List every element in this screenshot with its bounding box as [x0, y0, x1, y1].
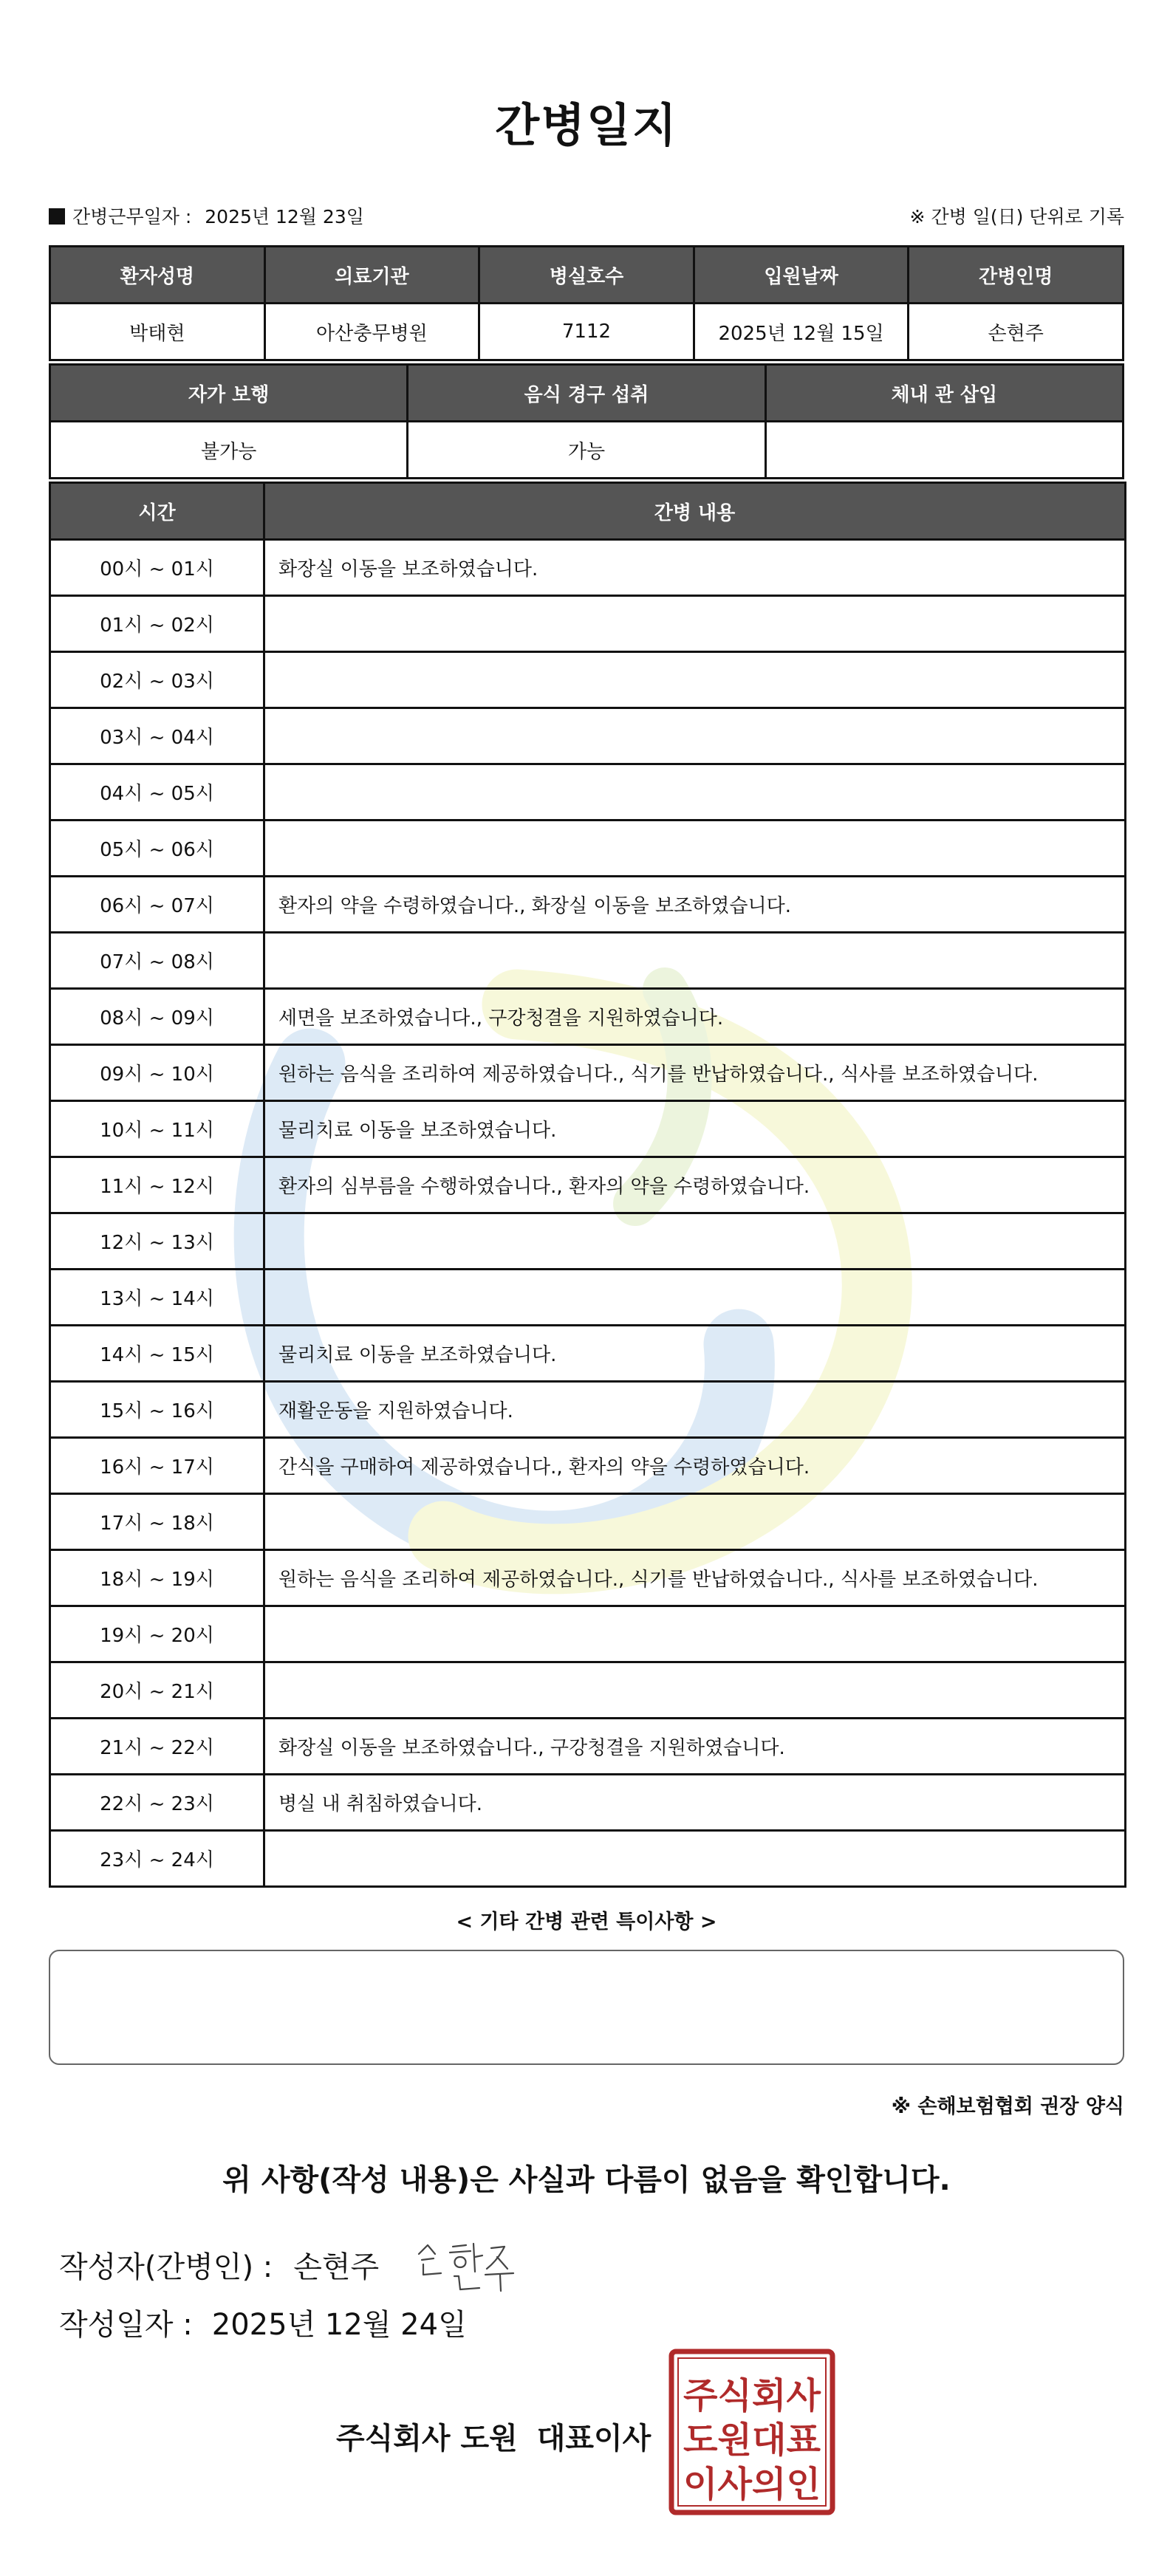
table-row [50, 596, 1126, 652]
time-slot: 18시 ~ 19시 [50, 1550, 264, 1606]
header-care-content: 간병 내용 [264, 483, 1126, 540]
table-row [50, 764, 1126, 821]
author-name: 손현주 [293, 2250, 380, 2284]
svg-text:주식회사: 주식회사 [683, 2375, 821, 2416]
time-slot: 23시 ~ 24시 [50, 1831, 264, 1887]
table-row [50, 1775, 1126, 1831]
time-slot: 04시 ~ 05시 [50, 764, 264, 821]
room-number: 7112 [479, 304, 694, 360]
table-row [50, 1270, 1126, 1326]
company-seal-icon [668, 2349, 835, 2515]
time-slot: 11시 ~ 12시 [50, 1157, 264, 1213]
company-name: 주식회사 도원 [336, 2422, 518, 2456]
table-row [50, 540, 1126, 596]
table-row [50, 1606, 1126, 1662]
table-row [50, 1157, 1126, 1213]
header-oral-intake: 음식 경구 섭취 [408, 365, 765, 422]
table-row [50, 1662, 1126, 1719]
time-slot: 20시 ~ 21시 [50, 1662, 264, 1719]
header-self-walking: 자가 보행 [50, 365, 408, 422]
care-content [264, 596, 1126, 652]
notes-box [49, 1950, 1124, 2065]
meta-row [49, 201, 1124, 230]
table-row [50, 1101, 1126, 1157]
patient-name: 박태현 [50, 304, 265, 360]
table-row [50, 1326, 1126, 1382]
time-slot: 06시 ~ 07시 [50, 877, 264, 933]
notes-title: < 기타 간병 관련 특이사항 > [456, 1911, 717, 1933]
work-date [49, 202, 364, 229]
table-row [50, 933, 1126, 989]
header-caregiver-name: 간병인명 [909, 247, 1124, 304]
time-slot: 05시 ~ 06시 [50, 821, 264, 877]
care-content [264, 1213, 1126, 1270]
header-tube-insertion: 체내 관 삽입 [765, 365, 1123, 422]
confirmation-statement: 위 사항(작성 내용)은 사실과 다름이 없음을 확인합니다. [222, 2163, 951, 2197]
header-hospital: 의료기관 [264, 247, 479, 304]
care-content: 환자의 심부름을 수행하였습니다., 환자의 약을 수령하였습니다. [264, 1157, 1126, 1213]
time-slot: 08시 ~ 09시 [50, 989, 264, 1045]
header-time: 시간 [50, 483, 264, 540]
time-slot: 00시 ~ 01시 [50, 540, 264, 596]
time-slot: 22시 ~ 23시 [50, 1775, 264, 1831]
care-content [264, 652, 1126, 708]
time-slot: 12시 ~ 13시 [50, 1213, 264, 1270]
care-content: 원하는 음식을 조리하여 제공하였습니다., 식기를 반납하였습니다., 식사를 보조하였습니다. [264, 1045, 1126, 1101]
care-content [264, 1662, 1126, 1719]
time-slot: 09시 ~ 10시 [50, 1045, 264, 1101]
hospital: 아산충무병원 [264, 304, 479, 360]
author-line [59, 2235, 537, 2294]
care-content: 세면을 보조하였습니다., 구강청결을 지원하였습니다. [264, 989, 1126, 1045]
table-row [50, 1719, 1126, 1775]
author-label: 작성자(간병인) : [59, 2250, 273, 2284]
care-content [264, 933, 1126, 989]
care-content [264, 1270, 1126, 1326]
self-walking: 불가능 [50, 422, 408, 479]
page-title: 간병일지 [495, 98, 678, 152]
company-role: 대표이사 [536, 2422, 652, 2456]
company-line [336, 2415, 651, 2457]
care-content: 환자의 약을 수령하였습니다., 화장실 이동을 보조하였습니다. [264, 877, 1126, 933]
time-slot: 17시 ~ 18시 [50, 1494, 264, 1550]
svg-text:이사의인: 이사의인 [683, 2464, 821, 2505]
table-row [50, 708, 1126, 764]
header-room-number: 병실호수 [479, 247, 694, 304]
work-date-label: 간병근무일자 : [72, 206, 192, 227]
care-content [264, 821, 1126, 877]
table-row [50, 1213, 1126, 1270]
care-content [264, 1831, 1126, 1887]
admission-date: 2025년 12월 15일 [694, 304, 909, 360]
care-content: 물리치료 이동을 보조하였습니다. [264, 1326, 1126, 1382]
table-row [50, 989, 1126, 1045]
care-content [264, 764, 1126, 821]
tube-insertion [765, 422, 1123, 479]
work-date-value: 2025년 12월 23일 [205, 206, 364, 227]
oral-intake: 가능 [408, 422, 765, 479]
time-slot: 14시 ~ 15시 [50, 1326, 264, 1382]
record-note: ※ 간병 일(日) 단위로 기록 [909, 206, 1124, 227]
care-content: 간식을 구매하여 제공하였습니다., 환자의 약을 수령하였습니다. [264, 1438, 1126, 1494]
table-row [50, 1494, 1126, 1550]
form-note: ※ 손해보험협회 권장 양식 [891, 2095, 1124, 2118]
time-slot: 02시 ~ 03시 [50, 652, 264, 708]
time-slot: 07시 ~ 08시 [50, 933, 264, 989]
care-content: 원하는 음식을 조리하여 제공하였습니다., 식기를 반납하였습니다., 식사를 보조하였습니다. [264, 1550, 1126, 1606]
care-content: 물리치료 이동을 보조하였습니다. [264, 1101, 1126, 1157]
table-row [50, 1550, 1126, 1606]
patient-info-table [49, 245, 1124, 361]
time-slot: 03시 ~ 04시 [50, 708, 264, 764]
patient-status-table [49, 363, 1124, 479]
care-content: 화장실 이동을 보조하였습니다. [264, 540, 1126, 596]
time-slot: 10시 ~ 11시 [50, 1101, 264, 1157]
table-row [50, 877, 1126, 933]
written-date-line [59, 2301, 467, 2343]
time-slot: 16시 ~ 17시 [50, 1438, 264, 1494]
time-slot: 01시 ~ 02시 [50, 596, 264, 652]
written-date-label: 작성일자 : [59, 2308, 193, 2342]
time-slot: 13시 ~ 14시 [50, 1270, 264, 1326]
written-date-value: 2025년 12월 24일 [211, 2308, 467, 2342]
signature-icon [411, 2238, 537, 2297]
care-content: 재활운동을 지원하였습니다. [264, 1382, 1126, 1438]
square-bullet-icon [49, 208, 65, 225]
time-slot: 21시 ~ 22시 [50, 1719, 264, 1775]
caregiver-name: 손현주 [909, 304, 1124, 360]
table-row [50, 1438, 1126, 1494]
table-row [50, 821, 1126, 877]
care-content: 병실 내 취침하였습니다. [264, 1775, 1126, 1831]
header-admission-date: 입원날짜 [694, 247, 909, 304]
care-content [264, 708, 1126, 764]
table-row [50, 652, 1126, 708]
time-slot: 19시 ~ 20시 [50, 1606, 264, 1662]
table-row [50, 1831, 1126, 1887]
care-content: 화장실 이동을 보조하였습니다., 구강청결을 지원하였습니다. [264, 1719, 1126, 1775]
table-row [50, 1382, 1126, 1438]
care-log-table [49, 482, 1126, 1888]
care-content [264, 1606, 1126, 1662]
header-patient-name: 환자성명 [50, 247, 265, 304]
table-row [50, 1045, 1126, 1101]
care-content [264, 1494, 1126, 1550]
time-slot: 15시 ~ 16시 [50, 1382, 264, 1438]
svg-text:도원대표: 도원대표 [683, 2419, 821, 2461]
